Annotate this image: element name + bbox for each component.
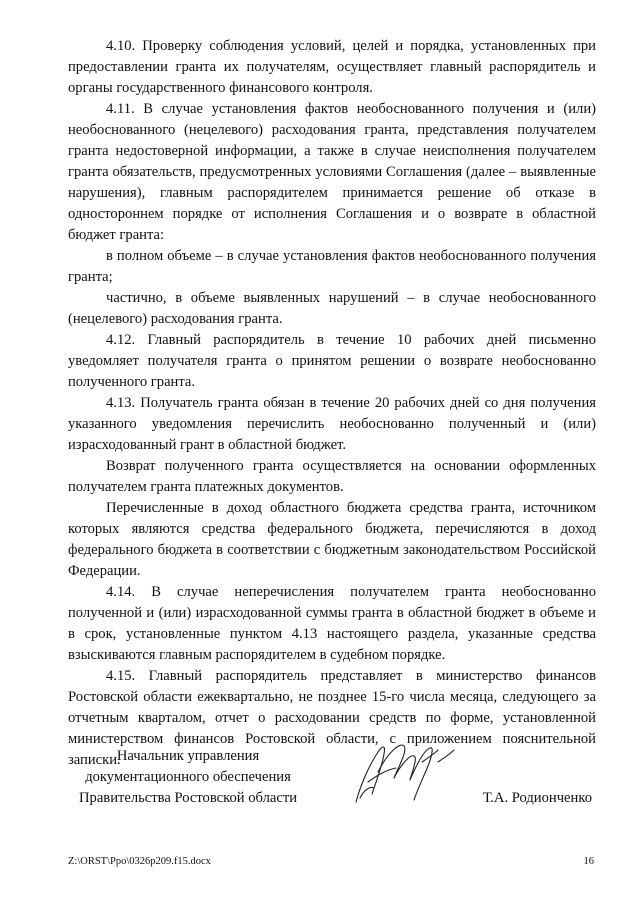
document-body — [68, 36, 596, 771]
paragraph-4-12: 4.12. Главный распорядитель в течение 10 рабочих дней письменно уведомляет получателя гранта о принятом решении о возврате необоснованно полученного гранта. — [68, 332, 596, 390]
signatory-title-line: документационного обеспечения — [85, 769, 291, 785]
signatory-name: Т.А. Родионченко — [482, 790, 592, 806]
signatory-title — [68, 746, 308, 809]
paragraph-federal-transfer: Перечисленные в доход областного бюджета средства гранта, источником которых являются средства федерального бюджета, перечисляются в доход федерального бюджета в соответствии с бюджетным законодательством Российской Федерации. — [68, 500, 596, 579]
signatory-title-line: Правительства Ростовской области — [78, 790, 298, 806]
signature-block — [68, 746, 596, 806]
file-path: Z:\ORST\Ppo\0326p209.f15.docx — [68, 856, 211, 867]
page-number: 16 — [583, 856, 594, 867]
paragraph-full-return: в полном объеме – в случае установления фактов необоснованного получения гранта; — [68, 248, 596, 285]
signatory-title-line: Начальник управления — [116, 748, 260, 764]
paragraph-4-14: 4.14. В случае неперечисления получателем гранта необоснованно полученной и (или) израсходованной суммы гранта в областной бюджет в объеме и в срок, установленные пунктом 4.13 настоящего раздела, указанные средства взыскиваются главным распорядителем в судебном порядке. — [68, 584, 596, 663]
paragraph-partial-return: частично, в объеме выявленных нарушений – в случае необоснованного (нецелевого) расходования гранта. — [68, 290, 596, 327]
paragraph-4-13: 4.13. Получатель гранта обязан в течение 20 рабочих дней со дня получения указанного уведомления перечислить необоснованно полученный и (или) израсходованный грант в областной бюджет. — [68, 395, 596, 453]
handwritten-signature-icon — [338, 732, 468, 814]
paragraph-4-11: 4.11. В случае установления фактов необоснованного получения и (или) необоснованного (нецелевого) расходования гранта, представления получателем гранта недостоверной информации, а также в случае неисполнения получателем гранта обязательств, предусмотренных условиями Соглашения (далее – выявленные нарушения), главным распорядителем принимается решение об отказе в одностороннем порядке от исполнения Соглашения и о возврате в областной бюджет гранта: — [68, 101, 596, 243]
paragraph-return-basis: Возврат полученного гранта осуществляется на основании оформленных получателем гранта платежных документов. — [68, 458, 596, 495]
paragraph-4-15: 4.15. Главный распорядитель представляет в министерство финансов Ростовской области ежеквартально, не позднее 15-го числа месяца, следующего за отчетным кварталом, отчет о расходовании средств по форме, установленной министерством финансов Ростовской области, с приложением пояснительной записки. — [68, 668, 596, 768]
paragraph-4-10: 4.10. Проверку соблюдения условий, целей и порядка, установленных при предоставлении гранта их получателям, осуществляет главный распорядитель и органы государственного финансового контроля. — [68, 38, 596, 96]
